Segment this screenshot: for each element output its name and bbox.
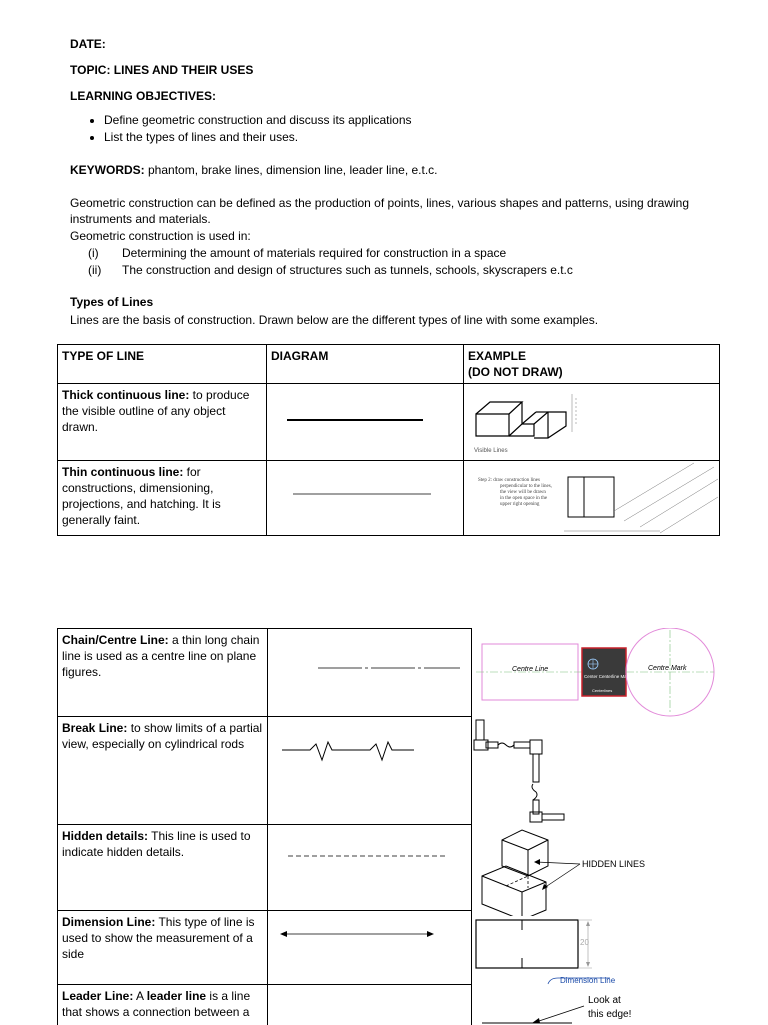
- centre-line-example: [472, 628, 722, 718]
- line-type-name: Thin continuous line:: [62, 465, 184, 479]
- objective-item: • Define geometric construction and discuss its applications: [104, 112, 412, 129]
- lines-table-1: [57, 344, 720, 536]
- line-type-desc: This line is used to indicate hidden details.: [62, 829, 251, 859]
- objectives-list: [84, 112, 412, 146]
- types-intro: Lines are the basis of construction. Drawn below are the different types of line with some examples.: [70, 313, 599, 327]
- col-header-example-1: EXAMPLE: [468, 349, 527, 363]
- line-type-cell: [58, 717, 268, 825]
- keywords-line: [70, 162, 438, 178]
- visible-lines-example: [464, 384, 719, 460]
- leader-line-example: [472, 972, 672, 1024]
- look-at-label: Look at: [588, 995, 621, 1006]
- line-type-desc: A: [133, 989, 147, 1003]
- line-type-desc: is a line that shows a connection between a: [62, 989, 251, 1019]
- line-type-name: Thick continuous line:: [62, 388, 190, 402]
- line-type-cell: [58, 911, 268, 985]
- center-mark-tool-label: Center Centerline Mark: [584, 674, 631, 679]
- line-type-name: Hidden details:: [62, 829, 149, 843]
- keywords-text: phantom, brake lines, dimension line, leader line, e.t.c.: [144, 163, 438, 177]
- col-header-example: [464, 345, 720, 384]
- line-type-desc: This type of line is used to show the measurement of a side: [62, 915, 255, 961]
- intro-line-2: instruments and materials.: [70, 212, 211, 226]
- line-type-desc: to produce the visible outline of any object drawn.: [62, 388, 250, 434]
- use-text: The construction and design of structures such as tunnels, schools, skyscrapers e.t.c: [122, 263, 573, 277]
- lines-table-2: [57, 628, 472, 1025]
- line-type-desc: to show limits of a partial view, especially on cylindrical rods: [62, 721, 263, 751]
- diagram-cell: [268, 629, 472, 717]
- example-cell: [464, 461, 720, 536]
- line-type-desc-bold: leader line: [146, 989, 207, 1003]
- dimension-line-example: [472, 914, 632, 976]
- line-type-name: Leader Line:: [62, 989, 134, 1003]
- diagram-cell: [267, 384, 464, 461]
- line-type-cell: [58, 384, 267, 461]
- step-note: Step 2: draw construction lines perpendicular to the lines, the view will be drawn in the open space in the upper right opening: [478, 478, 552, 507]
- diagram-cell: [268, 825, 472, 911]
- line-type-desc: for constructions, dimensioning, projections, and hatching. It is generally faint.: [62, 465, 221, 527]
- diagram-cell: [268, 717, 472, 825]
- visible-lines-label: Visible Lines: [474, 448, 508, 454]
- col-header-example-2: (DO NOT DRAW): [468, 365, 563, 379]
- line-type-name: Break Line:: [62, 721, 128, 735]
- keywords-label: KEYWORDS:: [70, 163, 145, 177]
- diagram-cell: [268, 985, 472, 1025]
- col-header-diagram: DIAGRAM: [267, 345, 464, 384]
- objectives-heading: LEARNING OBJECTIVES:: [70, 89, 217, 103]
- use-num: (ii): [88, 263, 102, 277]
- date-label: DATE:: [70, 37, 106, 51]
- construction-lines-example: [464, 461, 719, 535]
- line-type-cell: [58, 461, 267, 536]
- diagram-cell: [267, 461, 464, 536]
- break-line-diagram: [272, 720, 467, 818]
- centerlines-label: Centerlines: [592, 688, 613, 693]
- intro-line-3: Geometric construction is used in:: [70, 229, 251, 243]
- line-type-cell: [58, 825, 268, 911]
- objective-item: • List the types of lines and their uses.: [104, 129, 412, 146]
- diagram-cell: [268, 911, 472, 985]
- hidden-line-diagram: [272, 828, 467, 904]
- hidden-lines-label: HIDDEN LINES: [582, 859, 646, 869]
- hidden-lines-example: [472, 826, 672, 916]
- example-cell: [464, 384, 720, 461]
- line-type-cell: [58, 985, 268, 1025]
- centre-mark-label: Centre Mark: [648, 665, 687, 672]
- types-heading: Types of Lines: [70, 295, 154, 309]
- this-edge-label: this edge!: [588, 1009, 632, 1020]
- centre-line-label: Centre Line: [512, 666, 549, 673]
- thick-line-diagram: [271, 387, 459, 453]
- dimension-value: 20: [580, 938, 589, 947]
- thin-line-diagram: [271, 464, 459, 528]
- break-line-example: [472, 716, 582, 828]
- line-type-name: Chain/Centre Line:: [62, 633, 169, 647]
- col-header-type: TYPE OF LINE: [58, 345, 267, 384]
- line-type-cell: [58, 629, 268, 717]
- line-type-name: Dimension Line:: [62, 915, 156, 929]
- line-type-desc: a thin long chain line is used as a centre line on plane figures.: [62, 633, 260, 679]
- chain-line-diagram: [272, 632, 467, 710]
- dimension-line-diagram: [272, 914, 467, 978]
- dimension-line-label: Dimension Line: [560, 976, 616, 985]
- intro-line-1: Geometric construction can be defined as the production of points, lines, various shapes and patterns, using drawing: [70, 196, 690, 210]
- use-text: Determining the amount of materials required for construction in a space: [122, 246, 507, 260]
- topic-title: TOPIC: LINES AND THEIR USES: [70, 63, 254, 77]
- use-num: (i): [88, 246, 99, 260]
